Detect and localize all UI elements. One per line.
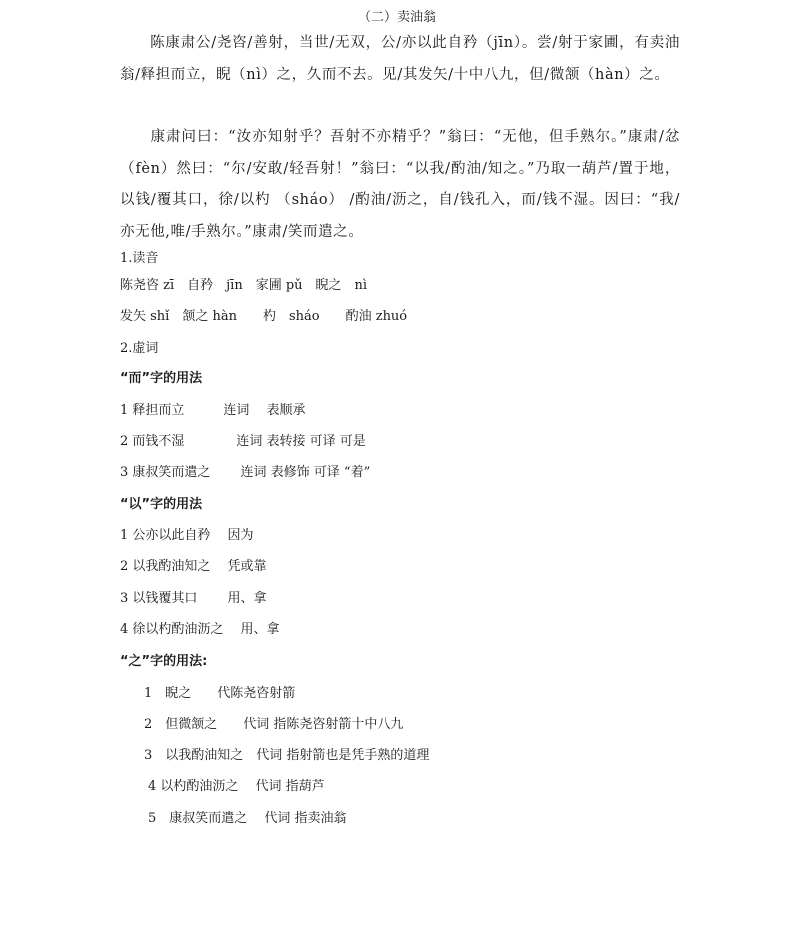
section-function-words-heading: 2.虚词 [120, 341, 159, 356]
er-usage-item: 3 康叔笑而遣之 连词 表修饰 可译 “着” [120, 465, 371, 480]
passage-paragraph-1-text: 陈康肃公/尧咨/善射，当世/无双，公/亦以此自矜（jīn）。尝/射于家圃，有卖油翁/释担而立，睨（nì）之，久而不去。见/其发矢/十中八九，但/微颔（hàn）之。 [120, 35, 680, 83]
zhi-usage-heading: “之”字的用法: [120, 654, 208, 669]
zhi-usage-item: 5 康叔笑而遣之 代词 指卖油翁 [148, 811, 347, 826]
yi-usage-item: 4 徐以杓酌油沥之 用、拿 [120, 622, 280, 637]
er-usage-item: 1 释担而立 连词 表顺承 [120, 403, 306, 418]
passage-paragraph-1 [120, 28, 680, 91]
er-usage-item: 2 而钱不湿 连词 表转接 可译 可是 [120, 434, 366, 449]
yi-usage-item: 2 以我酌油知之 凭或靠 [120, 559, 267, 574]
yi-usage-item: 1 公亦以此自矜 因为 [120, 528, 254, 543]
yi-usage-item: 3 以钱覆其口 用、拿 [120, 591, 267, 606]
zhi-usage-item: 2 但微颔之 代词 指陈尧咨射箭十中八九 [144, 717, 404, 732]
zhi-usage-item: 3 以我酌油知之 代词 指射箭也是凭手熟的道理 [144, 748, 430, 763]
yi-usage-heading: “以”字的用法 [120, 497, 203, 512]
zhi-usage-item: 1 睨之 代陈尧咨射箭 [144, 686, 296, 701]
pronunciation-line-1: 陈尧咨 zī 自矜 jīn 家圃 pǔ 睨之 nì [120, 278, 368, 293]
er-usage-heading: “而”字的用法 [120, 371, 203, 386]
passage-paragraph-2-text: 康肃问曰：“汝亦知射乎？吾射不亦精乎？”翁曰：“无他，但手熟尔。”康肃/忿（fèn）然曰：“尔/安敢/轻吾射！”翁曰：“以我/酌油/知之。”乃取一葫芦/置于地，以钱/覆其口，徐/以杓 （sháo） /酌油/沥之，自/钱孔入，而/钱不湿。因曰：“我/亦无他,唯/手熟尔。”康肃/笑而遣之。 [120, 129, 680, 240]
passage-paragraph-2 [120, 122, 680, 248]
zhi-usage-item: 4 以杓酌油沥之 代词 指葫芦 [148, 779, 325, 794]
passage-title: （二）卖油翁 [357, 10, 436, 25]
pronunciation-line-2: 发矢 shǐ 颔之 hàn 杓 sháo 酌油 zhuó [120, 309, 408, 324]
section-pronunciation-heading: 1.读音 [120, 251, 159, 266]
